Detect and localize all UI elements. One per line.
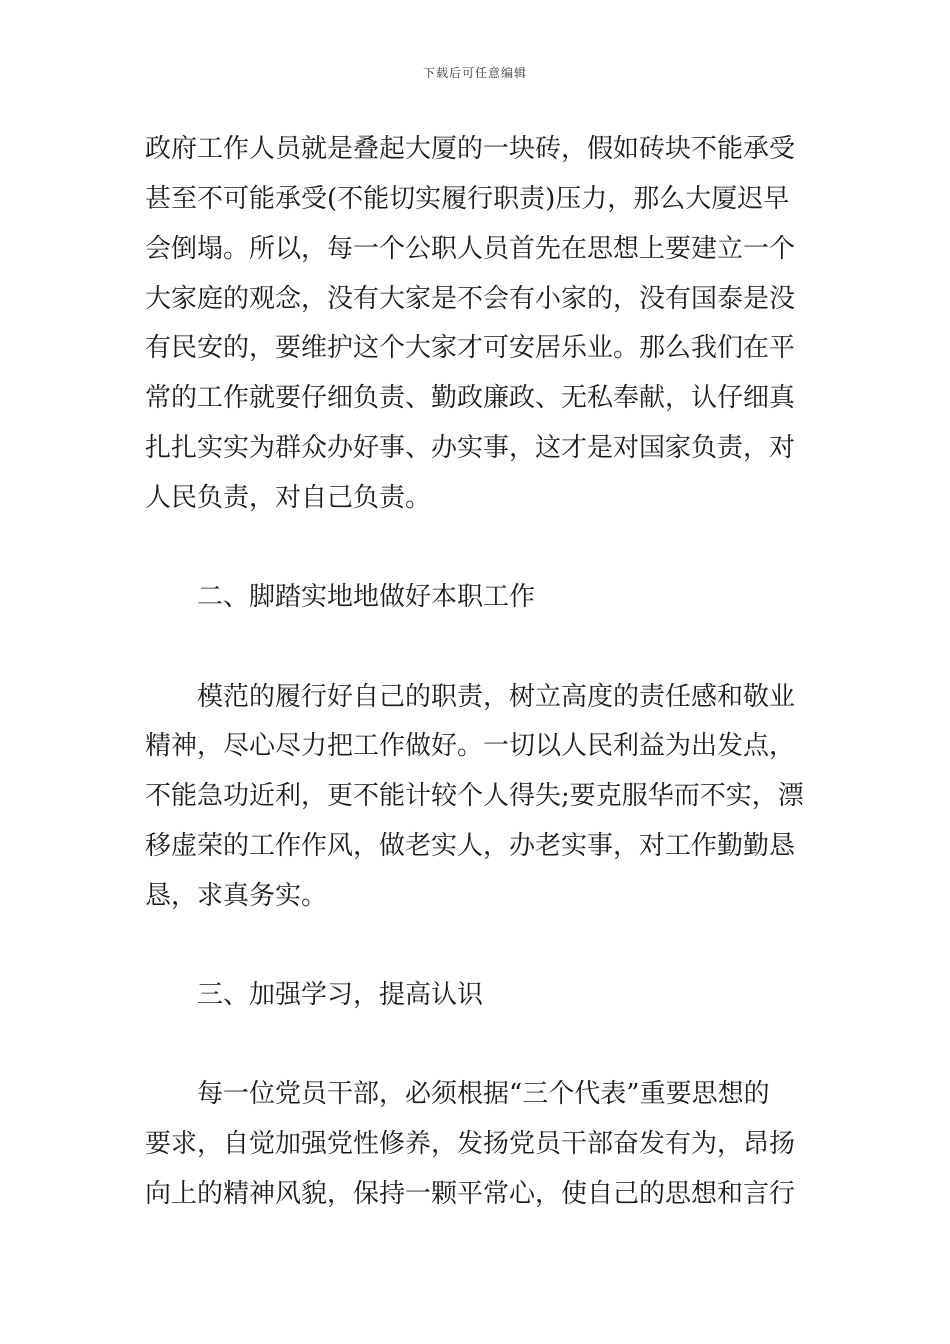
paragraph-line: 恳，求真务实。: [145, 881, 328, 911]
section-heading: 二、脚踏实地地做好本职工作: [197, 582, 536, 612]
paragraph-line: 常的工作就要仔细负责、勤政廉政、无私奉献，认仔细真: [145, 383, 796, 413]
paragraph-line: 要求，自觉加强党性修养，发扬党员干部奋发有为，昂扬: [145, 1129, 796, 1159]
paragraph-line: 扎扎实实为群众办好事、办实事，这才是对国家负责，对: [145, 433, 796, 463]
paragraph-line: 向上的精神风貌，保持一颗平常心，使自己的思想和言行: [145, 1179, 796, 1209]
paragraph-line: 有民安的，要维护这个大家才可安居乐业。那么我们在平: [145, 333, 796, 363]
paragraph-line: 人民负责，对自己负责。: [145, 483, 432, 513]
paragraph-line: 每一位党员干部，必须根据“三个代表”重要思想的: [197, 1079, 770, 1109]
paragraph-line: 甚至不可能承受(不能切实履行职责)压力，那么大厦迟早: [145, 184, 790, 214]
paragraph-line: 大家庭的观念，没有大家是不会有小家的，没有国泰是没: [145, 284, 796, 314]
paragraph-line: 模范的履行好自己的职责，树立高度的责任感和敬业: [197, 682, 796, 712]
paragraph-line: 会倒塌。所以，每一个公职人员首先在思想上要建立一个: [145, 234, 796, 264]
paragraph-line: 精神，尽心尽力把工作做好。一切以人民利益为出发点，: [145, 731, 796, 761]
page-header: 下载后可任意编辑: [422, 66, 527, 80]
paragraph-line: 政府工作人员就是叠起大厦的一块砖，假如砖块不能承受: [145, 134, 796, 164]
paragraph-line: 不能急功近利，更不能计较个人得失;要克服华而不实，漂: [145, 781, 804, 811]
paragraph-line: 移虚荣的工作作风，做老实人，办老实事，对工作勤勤恳: [145, 831, 796, 861]
section-heading: 三、加强学习，提高认识: [197, 980, 484, 1010]
